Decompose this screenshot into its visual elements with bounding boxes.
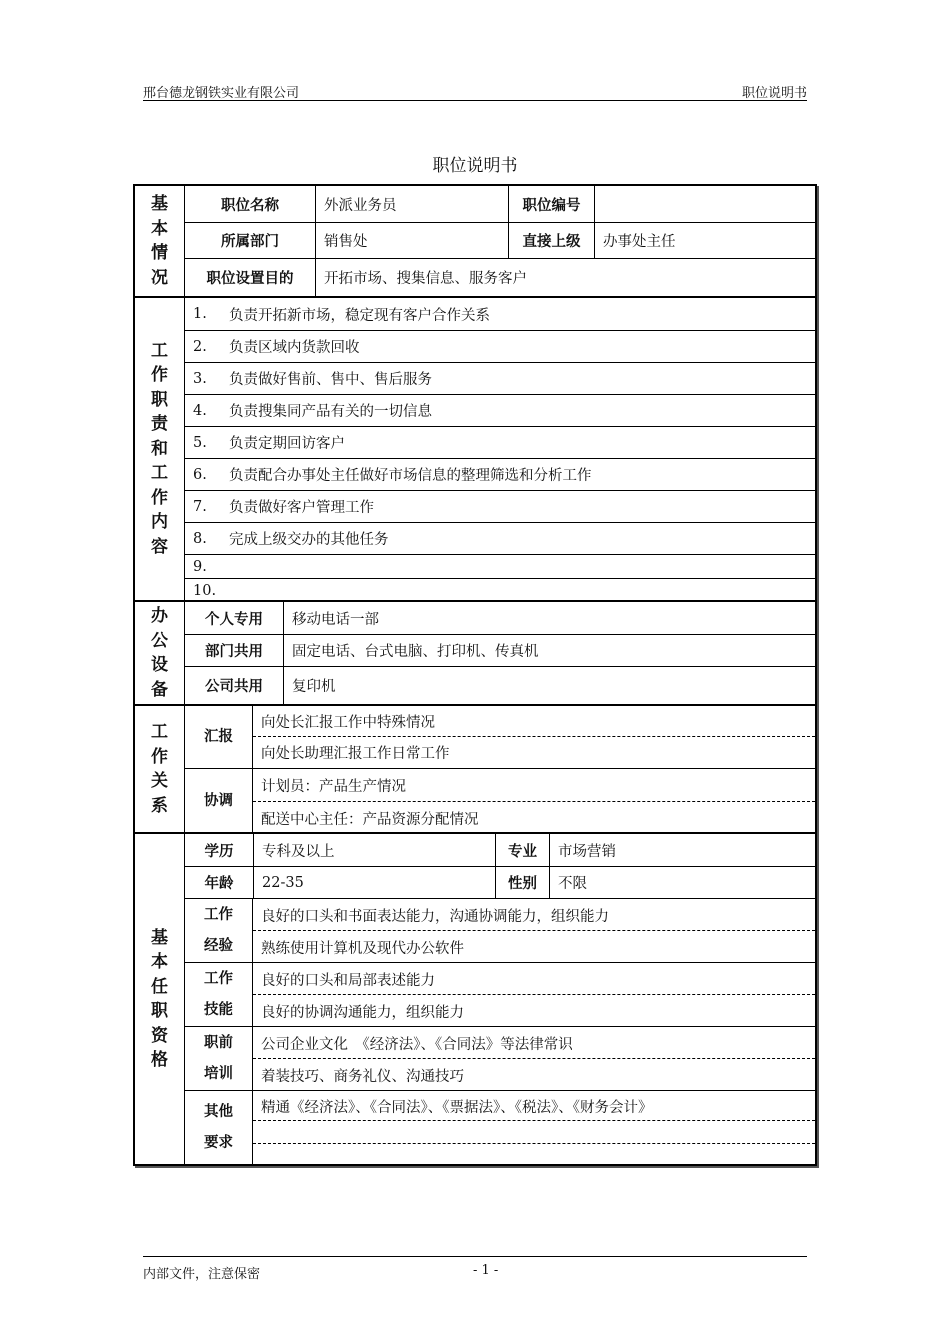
other-block	[185, 1090, 815, 1166]
equipment-row	[185, 634, 815, 666]
row-age	[185, 866, 815, 898]
row-department	[185, 222, 815, 258]
report-line: 向处长汇报工作中特殊情况	[261, 715, 435, 731]
duty-item	[185, 522, 815, 554]
experience-label	[185, 899, 253, 962]
training-block	[185, 1026, 815, 1090]
position-name-label: 职位名称	[221, 197, 279, 214]
label-part: 培训	[204, 1065, 233, 1082]
training-line: 着装技巧、商务礼仪、沟通技巧	[261, 1068, 464, 1085]
education-label: 学历	[204, 843, 234, 860]
report-line: 向处长助理汇报工作日常工作	[261, 746, 450, 762]
skills-line: 良好的口头和局部表述能力	[261, 972, 435, 989]
section-relations	[135, 704, 815, 832]
skills-label	[185, 963, 253, 1026]
training-label	[185, 1027, 253, 1090]
row-purpose	[185, 258, 815, 296]
side-char: 格	[151, 1050, 168, 1070]
education-value: 专科及以上	[253, 834, 495, 866]
row-education	[185, 834, 815, 866]
section-equipment	[135, 600, 815, 704]
training-line: 公司企业文化 《经济法》、《合同法》等法律常识	[261, 1036, 573, 1053]
side-char: 任	[151, 976, 168, 997]
side-char: 工	[151, 722, 168, 742]
side-char: 作	[151, 746, 168, 767]
side-char: 作	[151, 487, 168, 508]
side-char: 职	[151, 389, 168, 410]
major-value: 市场营销	[549, 834, 815, 866]
equipment-row	[185, 602, 815, 634]
duty-number: 1.	[193, 306, 207, 322]
age-label: 年龄	[204, 876, 234, 892]
duty-text: 负责定期回访客户	[229, 436, 345, 452]
section-label-duties	[135, 298, 185, 600]
equipment-value: 移动电话一部	[283, 602, 815, 634]
side-char: 工	[151, 340, 168, 361]
duty-item	[185, 554, 815, 578]
coordinate-line: 配送中心主任：产品资源分配情况	[261, 811, 479, 828]
equipment-value: 复印机	[283, 667, 815, 706]
purpose-label: 职位设置目的	[206, 271, 294, 287]
duty-number: 5.	[193, 434, 207, 451]
department-label: 所属部门	[221, 234, 279, 250]
gender-value: 不限	[549, 867, 815, 898]
label-part: 职前	[204, 1034, 233, 1051]
confidential-note: 内部文件，注意保密	[143, 1267, 261, 1282]
experience-block	[185, 898, 815, 962]
coordinate-label: 协调	[185, 769, 253, 834]
duty-item	[185, 298, 815, 330]
label-part: 经验	[204, 937, 233, 954]
report-label: 汇报	[185, 706, 253, 768]
equipment-label: 个人专用	[205, 611, 263, 628]
duty-item	[185, 362, 815, 394]
duty-number: 6.	[193, 466, 207, 483]
section-label-qualifications	[135, 834, 185, 1164]
side-char: 备	[151, 679, 168, 700]
duty-item	[185, 578, 815, 602]
label-part: 其他	[204, 1104, 233, 1120]
side-char: 关	[151, 771, 168, 791]
duty-text: 负责做好售前、售中、售后服务	[229, 372, 432, 388]
duty-item	[185, 330, 815, 362]
label-part: 技能	[204, 1001, 233, 1018]
duty-text: 完成上级交办的其他任务	[229, 532, 389, 548]
side-char: 况	[151, 267, 168, 288]
section-duties	[135, 296, 815, 600]
duty-item	[185, 426, 815, 458]
age-value: 22-35	[253, 867, 495, 898]
duty-text: 负责配合办事处主任做好市场信息的整理筛选和分析工作	[229, 468, 592, 484]
label-part: 要求	[204, 1135, 233, 1151]
document-type: 职位说明书	[741, 86, 807, 101]
document-title: 职位说明书	[432, 156, 518, 176]
supervisor-label: 直接上级	[508, 223, 594, 258]
skills-block	[185, 962, 815, 1026]
job-description-form	[133, 184, 817, 1166]
skills-line: 良好的协调沟通能力，组织能力	[261, 1004, 464, 1021]
duty-number: 3.	[193, 370, 207, 387]
duty-item	[185, 490, 815, 522]
supervisor-value: 办事处主任	[594, 223, 815, 258]
other-line	[253, 1121, 815, 1143]
duty-item	[185, 394, 815, 426]
duty-number: 7.	[193, 498, 207, 515]
duty-number: 10.	[193, 582, 217, 599]
side-char: 本	[151, 218, 168, 239]
section-basic	[135, 186, 815, 296]
company-name: 邢台德龙钢铁实业有限公司	[143, 86, 300, 101]
experience-line: 熟练使用计算机及现代办公软件	[261, 940, 464, 957]
duty-number: 9.	[193, 558, 207, 575]
duty-number: 8.	[193, 530, 207, 547]
equipment-label: 部门共用	[205, 644, 263, 660]
side-char: 和	[151, 438, 168, 459]
other-label	[185, 1091, 253, 1166]
coordinate-line: 计划员：产品生产情况	[261, 778, 406, 795]
side-char: 设	[151, 655, 168, 675]
duty-text: 负责开拓新市场，稳定现有客户合作关系	[229, 307, 490, 324]
gender-label: 性别	[495, 867, 549, 898]
duty-item	[185, 458, 815, 490]
purpose-value: 开拓市场、搜集信息、服务客户	[315, 259, 815, 296]
duty-text: 负责区域内货款回收	[229, 340, 360, 356]
report-block	[185, 706, 815, 768]
position-code-label: 职位编号	[508, 186, 594, 222]
duty-number: 4.	[193, 402, 207, 419]
major-label: 专业	[495, 834, 549, 866]
label-part: 工作	[204, 906, 233, 923]
side-char: 情	[151, 243, 168, 263]
department-value: 销售处	[315, 223, 508, 258]
section-label-equipment	[135, 602, 185, 704]
equipment-label: 公司共用	[205, 679, 263, 695]
row-position	[185, 186, 815, 222]
position-code-value	[594, 186, 815, 222]
page-header	[143, 82, 807, 101]
equipment-row	[185, 666, 815, 706]
other-line: 精通《经济法》、《合同法》、《票据法》、《税法》、《财务会计》	[261, 1099, 653, 1116]
section-label-basic	[135, 186, 185, 296]
other-line	[253, 1144, 815, 1166]
side-char: 工	[151, 463, 168, 484]
side-char: 公	[151, 630, 168, 651]
page-number: - 1 -	[473, 1263, 499, 1278]
coordinate-block	[185, 768, 815, 834]
duty-text: 负责搜集同产品有关的一切信息	[229, 404, 432, 420]
section-label-relations	[135, 706, 185, 832]
side-char: 基	[151, 927, 168, 948]
side-char: 本	[151, 952, 168, 972]
side-char: 资	[151, 1025, 168, 1046]
experience-line: 良好的口头和书面表达能力，沟通协调能力，组织能力	[261, 908, 609, 925]
side-char: 系	[151, 795, 168, 816]
side-char: 职	[151, 1001, 168, 1021]
section-qualifications	[135, 832, 815, 1164]
equipment-value: 固定电话、台式电脑、打印机、传真机	[283, 635, 815, 666]
label-part: 工作	[204, 970, 233, 987]
side-char: 内	[151, 512, 168, 533]
side-char: 办	[151, 606, 168, 626]
duty-number: 2.	[193, 338, 207, 355]
page-footer	[143, 1256, 807, 1282]
side-char: 作	[151, 365, 168, 386]
duty-text: 负责做好客户管理工作	[229, 500, 374, 516]
side-char: 基	[151, 194, 168, 214]
side-char: 容	[151, 536, 168, 557]
position-name-value: 外派业务员	[315, 186, 508, 222]
side-char: 责	[151, 414, 168, 435]
